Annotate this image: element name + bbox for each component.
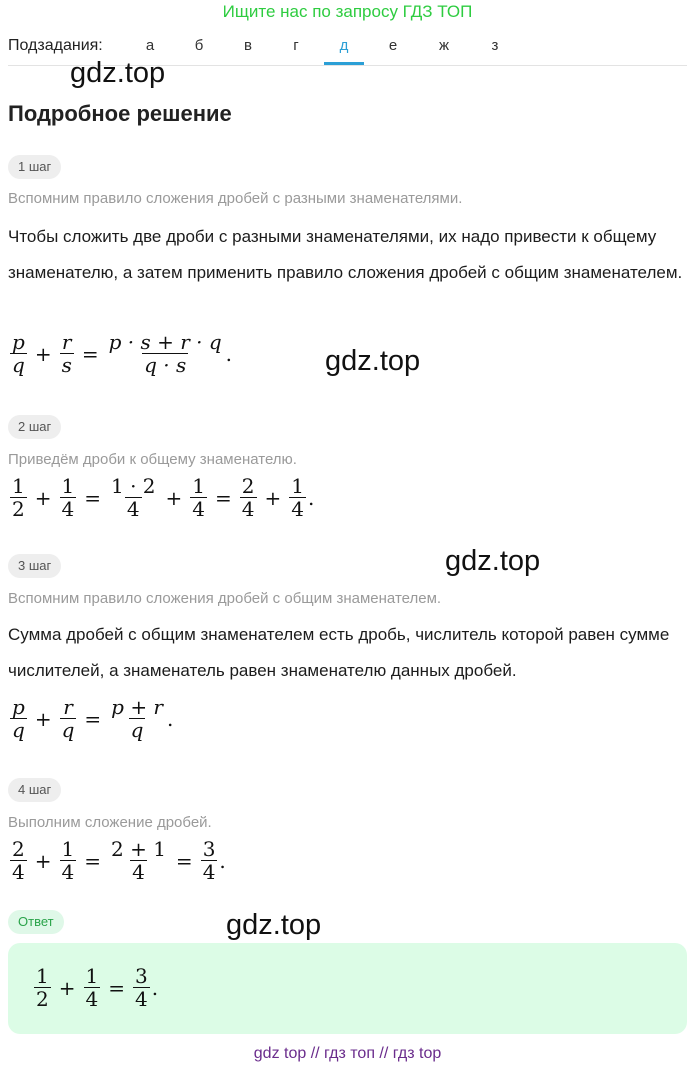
formula: $\frac{p}{q}$ + $\frac{r}{q}$ = $\frac{p + r}{q}$ . bbox=[12, 695, 174, 742]
tab-a[interactable]: а bbox=[145, 37, 155, 54]
watermark: gdz.top bbox=[70, 57, 166, 89]
footer-links[interactable]: gdz top // гдз топ // гдз top bbox=[253, 1045, 442, 1062]
step-hint: Вспомним правило сложения дробей с разными знаменателями. bbox=[8, 190, 463, 207]
formula: $\frac{1}{2}$ + $\frac{1}{4}$ = $\frac{1 \cdot 2}{4}$ + $\frac{1}{4}$ = $\frac{2}{4}$ + $\frac{1}{4}$ . bbox=[12, 474, 315, 521]
step-badge: 3 шаг bbox=[8, 554, 61, 578]
tab-z[interactable]: з bbox=[491, 37, 499, 54]
fraction: $\frac{r}{s}$ bbox=[61, 330, 72, 377]
answer-badge: Ответ bbox=[8, 910, 64, 934]
page-title: Подробное решение bbox=[8, 101, 232, 126]
step-hint: Вспомним правило сложения дробей с общим знаменателем. bbox=[8, 590, 442, 607]
step-badge: 2 шаг bbox=[8, 415, 61, 439]
formula: $\frac{2}{4}$ + $\frac{1}{4}$ = $\frac{2 + 1}{4}$ = $\frac{3}{4}$ . bbox=[12, 837, 226, 884]
answer-formula: $\frac{1}{2}$ + $\frac{1}{4}$ = $\frac{3}{4}$ . bbox=[36, 964, 159, 1011]
watermark: gdz.top bbox=[226, 909, 322, 941]
step-badge: 4 шаг bbox=[8, 778, 61, 802]
subtasks-label: Подзадания: bbox=[8, 37, 103, 54]
promo-banner[interactable]: Ищите нас по запросу ГДЗ ТОП bbox=[222, 2, 473, 21]
tab-d[interactable]: д bbox=[339, 37, 349, 54]
tab-e[interactable]: е bbox=[388, 37, 398, 54]
tab-v[interactable]: в bbox=[244, 37, 252, 54]
step-badge: 1 шаг bbox=[8, 155, 61, 179]
watermark: gdz.top bbox=[445, 545, 541, 577]
formula: $\frac{p}{q}$ + $\frac{r}{s}$ = $\frac{p \cdot s + r \cdot q}{q \cdot s}$ . bbox=[12, 330, 233, 377]
tab-b[interactable]: б bbox=[194, 37, 204, 54]
fraction: $\frac{p}{q}$ bbox=[12, 330, 25, 377]
step-text: Чтобы сложить две дроби с разными знаменателями, их надо привести к общему знаменателю, а затем применить правило сложения дробей с общим знаменателем. bbox=[8, 227, 683, 282]
fraction: $\frac{p \cdot s + r \cdot q}{q \cdot s}$ bbox=[108, 330, 222, 377]
step-hint: Выполним сложение дробей. bbox=[8, 814, 212, 831]
tab-g[interactable]: г bbox=[293, 37, 299, 54]
tab-zh[interactable]: ж bbox=[438, 37, 450, 54]
watermark: gdz.top bbox=[325, 345, 421, 377]
step-hint: Приведём дроби к общему знаменателю. bbox=[8, 451, 297, 468]
step-text: Сумма дробей с общим знаменателем есть дробь, числитель которой равен сумме числителей, а знаменатель равен знаменателю данных дробей. bbox=[8, 625, 670, 680]
